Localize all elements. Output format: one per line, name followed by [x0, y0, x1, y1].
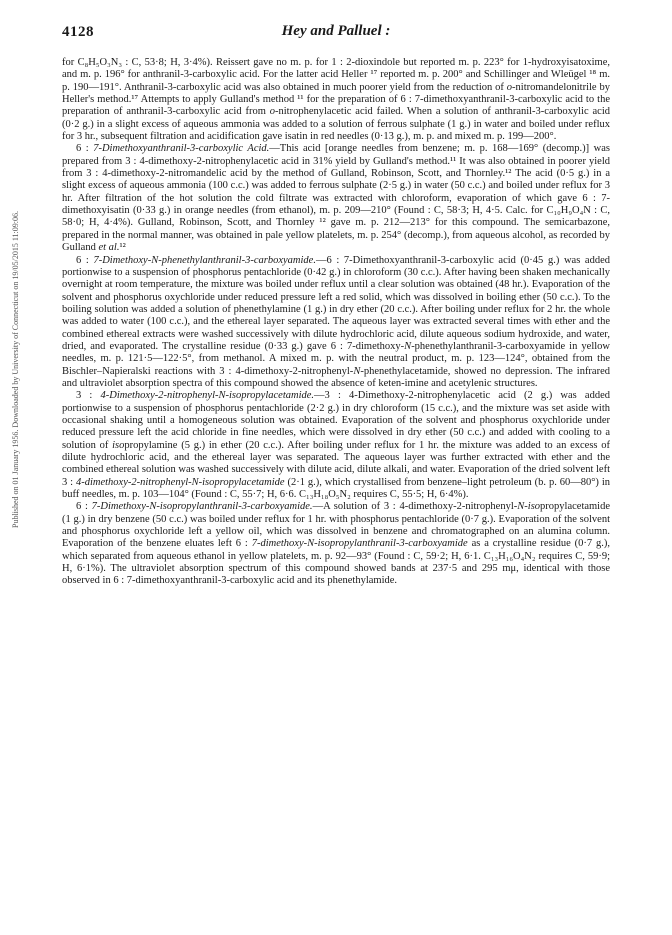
page-number: 4128: [62, 24, 94, 40]
italic-run: N: [517, 501, 525, 513]
text-run: -phenethylanthranil-3-carboxyamide in yellow needles, m. p. 121·5—122·5°, from methanol. A mixed m. p. with the neutral product, m. p. 123—124°, obtained from the Bischler–Napieralski reactions with 3 : 4-dimethoxy-2-nitrophenyl-: [62, 340, 610, 377]
italic-run: iso: [527, 501, 541, 513]
text-run: —This acid [orange needles from benzene; m. p. 168—169° (decomp.)] was prepared from 3 : 4-dimethoxy-2-nitrophenylacetic acid in 31% yield by Gulland's method.¹¹ It was also obtained in poorer yield from 3 : 4-dimethoxy-2-nitromandelic acid by the method of Gulland, Robinson, Scott, and Thornley.¹² The acid (0·5 g.) in a slight excess of aqueous ammonia (100 c.c.) was added to ferrous sulphate (2·5 g.) in water (50 c.c.) and boiled under reflux for 3 hr. After filtration of the hot solution the cold filtrate was extracted with chloroform, evaporation of which gave 6 : 7-dimethoxyisatin (0·33 g.) in orange needles (from ethanol), m. p. 209—210° (Found : C, 58·3; H, 4·5. Calc. for C₁₀H₉O₄N : C, 58·0; H, 4·4%). Gulland, Robinson, Scott, and Thornley ¹² gave m. p. 212—213° for this compound. The semicarbazone, prepared in the normal manner, was obtained in pale yellow platelets, m. p. 254° (decomp.), from aqueous alcohol, as recorded by Gulland: [62, 143, 610, 254]
text-run: 6 :: [76, 143, 94, 155]
italic-run: 7-Dimethoxy-N-phenethylanthranil-3-carboxyamide.: [93, 254, 316, 266]
article-body: [62, 57, 610, 588]
italic-run: o: [269, 106, 276, 118]
text-run: 6 :: [76, 254, 94, 266]
paragraph: [62, 143, 610, 254]
paragraph: [62, 57, 610, 143]
text-run: -nitromandelonitrile by Heller's method.¹⁷ Attempts to apply Gulland's method ¹¹ for the preparation of 6 : 7-dimethoxyanthranil-3-carboxylic acid to the preparation of anthranil-3-carboxylic acid from: [62, 81, 610, 118]
italic-run: N: [404, 340, 412, 352]
text-run: 3 :: [76, 390, 101, 402]
text-run: for C₈H₅O₃N₃ : C, 53·8; H, 3·4%). Reissert gave no m. p. for 1 : 2-dioxindole but reported m. p. 223° for 1-hydroxyisatoxime, and m. p. 196° for anthranil-3-carboxylic acid. For the latter acid Heller ¹⁷ reported m. p. 200° and Schillinger and Wleügel ¹⁸ m. p. 190—191°. Anthranil-3-carboxylic acid was also obtained in much poorer yield from the reduction of: [62, 57, 610, 93]
running-title: Hey and Palluel :: [281, 23, 391, 39]
italic-run: 7-dimethoxy-N-isopropylanthranil-3-carboxyamide: [251, 538, 468, 550]
italic-run: 4-dimethoxy-2-nitrophenyl-N-isopropylacetamide: [75, 476, 285, 488]
paragraph: [62, 255, 610, 391]
italic-run: iso: [112, 439, 125, 451]
italic-run: o: [506, 81, 513, 93]
text-run: 6 :: [76, 501, 92, 513]
italic-run: 7-Dimethoxyanthranil-3-carboxylic Acid.: [93, 143, 270, 155]
paragraph: [62, 501, 610, 587]
text-run: —6 : 7-Dimethoxyanthranil-3-carboxylic acid (0·45 g.) was added portionwise to a suspension of phosphorus pentachloride (0·42 g.) in chloroform (30 c.c.). After having been shaken mechanically overnight at room temperature, the mixture was boiled under reflux until a clear solution was obtained (48 hr.). Evaporation of the solvent and phosphorus oxychloride under reduced pressure left a red solid, which was dissolved in boiling ether (50 c.c.). To the boiling solution was added a solution of phenethylamine (1 g.) in dry ether (20 c.c.). After boiling under reflux for 2 hr. the whole was added to water (100 c.c.), and the ethereal layer separated. The aqueous layer was extracted several times with ether and the combined ethereal extracts were washed successively with dilute hydrochloric acid, dilute aqueous sodium hydroxide, and water, dried, and evaporated. The crystalline residue (0·33 g.) gave 6 : 7-dimethoxy-: [62, 254, 610, 352]
text-run: as a crystalline residue (0·7 g.), which separated from aqueous ethanol in yellow platelets, m. p. 92—93° (Found : C, 59·2; H, 6·1. C₁₃H₁₆O₄N₂ requires C, 59·9; H, 6·1%). The ultraviolet absorption spectrum of this compound showed bands at 237·5 and 295 mμ, identical with those observed in 6 : 7-dimethoxyanthranil-3-carboxylic acid and its phenethylamide.: [62, 538, 610, 587]
paragraph: [62, 390, 610, 501]
text-run: —A solution of 3 : 4-dimethoxy-2-nitrophenyl-: [312, 501, 518, 513]
text-run: propylamine (5 g.) in ether (20 c.c.). After boiling under reflux for 1 hr. the mixture was added to an excess of dilute hydrochloric acid, and the ethereal layer was separated. The aqueous layer was further extracted with ether and the combined ethereal solution was washed successively with dilute acid, dilute alkali, and water. Evaporation of the dried solvent left 3 :: [62, 439, 610, 488]
italic-run: et al.: [98, 242, 120, 254]
text-run: -: [524, 501, 528, 513]
text-run: -nitrophenylacetic acid failed. When a solution of anthranil-3-carboxylic acid (0·2 g.) in a slight excess of aqueous ammonia was added to a solution of ferrous sulphate (1 g.) in water and boiled under reflux for 3 hr., subsequent filtration and acidification gave isatin in red needles (0·13 g.), m. p. and mixed m. p. 199—200°.: [62, 106, 610, 143]
text-run: (2·1 g.), which crystallised from benzene–light petroleum (b. p. 60—80°) in buff needles, m. p. 103—104° (Found : C, 55·7; H, 6·6. C₁₃H₁₈O₅N₂ requires C, 55·5; H, 6·4%).: [62, 476, 610, 501]
text-run: -phenethylacetamide, showed no depression. The infrared and ultraviolet absorption spectra of this compound showed the absence of keten-imine and acetylenic structures.: [62, 365, 610, 389]
italic-run: N: [353, 365, 361, 377]
text-run: —3 : 4-Dimethoxy-2-nitrophenylacetic acid (2 g.) was added portionwise to a suspension of phosphorus pentachloride (2·2 g.) in dry chloroform (15 c.c.), and the mixture was set aside with occasional shaking until a homogeneous solution was obtained. Evaporation of the solvent and phosphorus oxychloride under reduced pressure left the acid chloride in fine needles, which were dissolved in dry ether (50 c.c.) and added with cooling to a solution of: [62, 390, 610, 451]
text-run: propylacetamide (1 g.) in dry benzene (50 c.c.) was boiled under reflux for 1 hr. with phosphorus pentachloride (0·7 g.). Evaporation of the solvent and phosphorus oxychloride left a yellow oil, which was dissolved in benzene and chromatographed on an alumina column. Evaporation of the benzene eluates left 6 :: [62, 501, 611, 550]
italic-run: 7-Dimethoxy-N-isopropylanthranil-3-carboxyamide.: [91, 501, 313, 513]
text-run: ¹²: [119, 242, 126, 254]
publication-side-note: Published on 01 January 1956. Downloaded by University of Connecticut on 19/05/2015 11:09:06.: [11, 210, 20, 528]
italic-run: 4-Dimethoxy-2-nitrophenyl-N-isopropylacetamide.: [100, 390, 315, 402]
